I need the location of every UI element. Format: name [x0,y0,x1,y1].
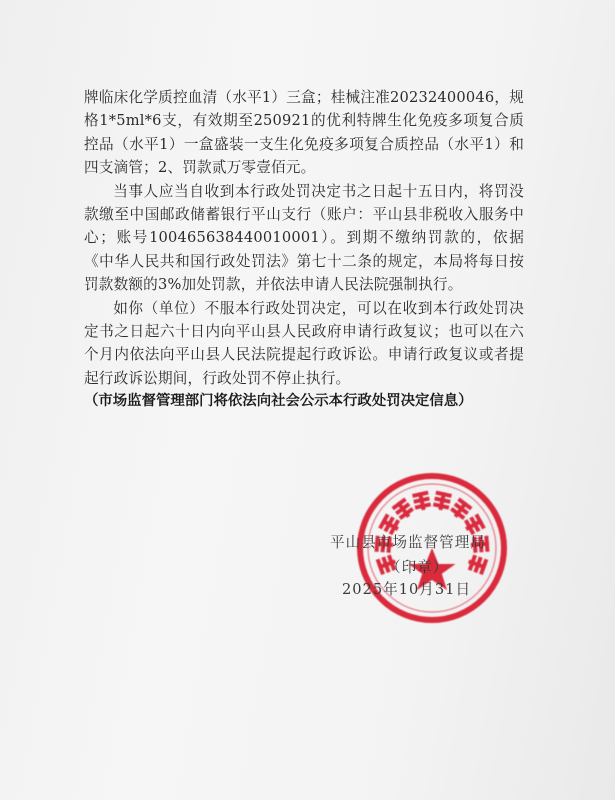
seal-lettering-glyph [392,498,416,522]
paragraph-appeal-rights: 如你（单位）不服本行政处罚决定，可以在收到本行政处罚决定书之日起六十日内向平山县人民政府申请行政复议；也可以在六个月内依法向平山县人民法院提起行政诉讼。申请行政复议或者提起行政诉讼期间，行政处罚不停止执行。 [84,299,524,387]
issue-date: 2025年10月31日 [342,581,472,598]
document-body [84,86,524,414]
paragraph-continuation: 牌临床化学质控血清（水平1）三盒；桂械注准20232400046，规格1*5ml*6支，有效期至250921的优利特牌生化免疫多项复合质控品（水平1）一盒盛装一支生化免疫多项复合质控品（水平1）和四支滴管；2、罚款贰万零壹佰元。 [84,89,524,177]
public-notice: （市场监督管理部门将依法向社会公示本行政处罚决定信息） [84,393,473,410]
seal-lettering-glyph [466,554,488,575]
paragraph-payment-instructions: 当事人应当自收到本行政处罚决定书之日起十五日内，将罚没款缴至中国邮政储蓄银行平山支行（账户：平山县非税收入服务中心；账号100465638440010001）。到期不缴纳罚款的，依据《中华人民共和国行政处罚法》第七十二条的规定，本局将每日按罚款数额的3%加处罚款，并依法申请人民法院强制执行。 [84,182,524,294]
seal-lettering-glyph [432,491,451,512]
seal-lettering-glyph [449,498,473,522]
issuing-organization: 平山县市场监督管理局 [330,534,486,551]
seal-lettering-glyph [412,491,431,512]
seal-note: （印章） [386,559,449,576]
